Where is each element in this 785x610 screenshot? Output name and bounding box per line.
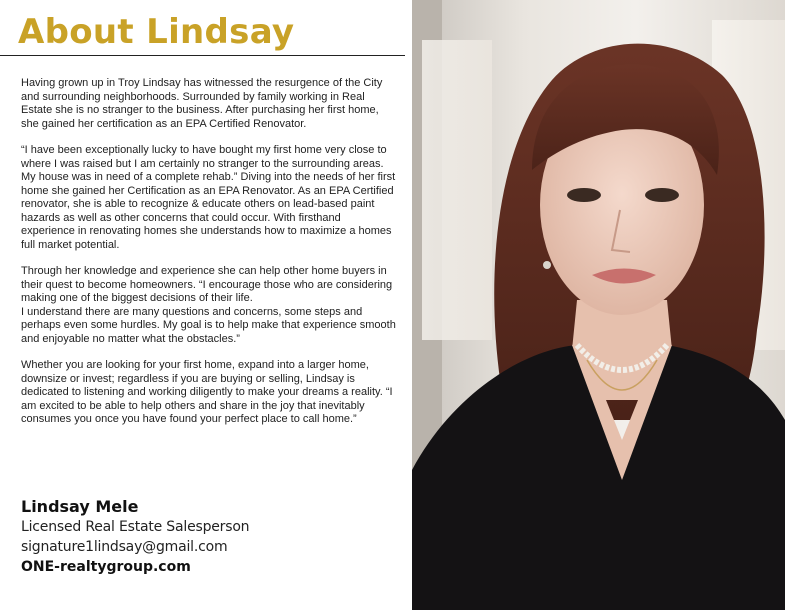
bio-text	[21, 77, 396, 440]
bio-paragraph: “I have been exceptionally lucky to have bought my first home very close to where I was raised but I am certainly no stranger to the surrounding areas. My house was in need of a complete rehab.” Diving into the needs of her first home she gained her Certification as an EPA Renovator. As an EPA Certified renovator, she is able to recognize & educate others on lead-based paint hazards as well as other concerns that could occur. With firsthand experience in renovating homes she understands how to maximize a homes full market potential.	[21, 144, 396, 251]
portrait-illustration	[412, 0, 785, 610]
website-link[interactable]: ONE-realtygroup.com	[21, 559, 191, 575]
left-eye	[567, 188, 601, 202]
earring	[543, 261, 551, 269]
agent-title: Licensed Real Estate Salesperson	[21, 519, 250, 535]
right-eye	[645, 188, 679, 202]
agent-portrait-photo	[412, 0, 785, 610]
email-link[interactable]: signature1lindsay@gmail.com	[21, 539, 228, 555]
page-title: About Lindsay	[18, 12, 295, 52]
bio-paragraph: Through her knowledge and experience she can help other home buyers in their quest to become homeowners. “I encourage those who are considering making one of the biggest decisions of their life. I understand there are many questions and concerns, some steps and perhaps even some hurdles. My goal is to help make that experience smooth and enjoyable no matter what the obstacles.”	[21, 265, 396, 345]
title-divider	[0, 55, 405, 56]
contact-block	[21, 497, 401, 577]
window-pane	[422, 40, 492, 340]
bio-paragraph: Whether you are looking for your first home, expand into a larger home, downsize or invest; regardless if you are buying or selling, Lindsay is dedicated to listening and working diligently to make your dreams a reality. “I am excited to be able to help others and share in the joy that inevitably consumes you once you have found your perfect place to call home.”	[21, 359, 393, 425]
agent-name: Lindsay Mele	[21, 497, 139, 516]
bio-paragraph: Having grown up in Troy Lindsay has witnessed the resurgence of the City and surrounding neighborhoods. Surrounded by family working in Real Estate she is no stranger to the business. After purchasing her first home, she gained her certification as an EPA Certified Renovator.	[21, 77, 383, 130]
